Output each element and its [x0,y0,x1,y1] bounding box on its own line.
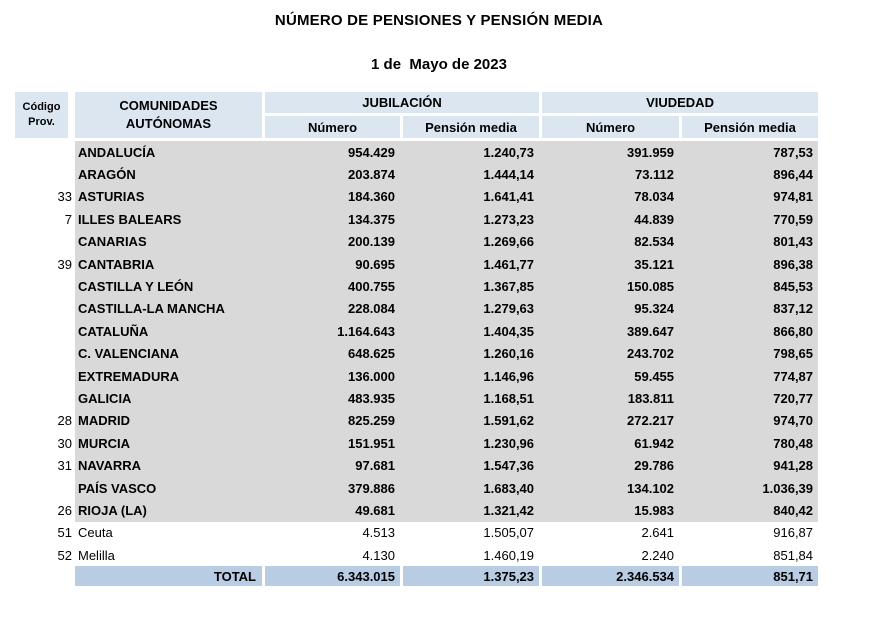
region-name: RIOJA (LA) [75,499,262,521]
region-name: ILLES BALEARS [75,208,262,230]
jubilacion-pension-media-value: 1.260,16 [400,343,539,365]
viudedad-pension-media-value: 787,53 [679,141,818,163]
province-code: 26 [15,499,75,521]
jubilacion-pension-media-value: 1.273,23 [400,208,539,230]
viudedad-numero-value: 61.942 [539,432,679,454]
region-name: PAÍS VASCO [75,477,262,499]
province-code [15,231,75,253]
jubilacion-pension-media-value: 1.404,35 [400,320,539,342]
jubilacion-pension-media-value: 1.168,51 [400,387,539,409]
viudedad-pension-media-value: 837,12 [679,298,818,320]
table-row [15,477,818,499]
region-name: ARAGÓN [75,163,262,185]
viudedad-numero-value: 44.839 [539,208,679,230]
region-name: Ceuta [75,522,262,544]
jubilacion-pension-media-value: 1.279,63 [400,298,539,320]
province-code: 52 [15,544,75,566]
region-name: CANARIAS [75,231,262,253]
table-row [15,231,818,253]
region-name: MADRID [75,410,262,432]
region-name: ANDALUCÍA [75,141,262,163]
jubilacion-numero-value: 4.130 [262,544,400,566]
region-name: GALICIA [75,387,262,409]
region-name: CATALUÑA [75,320,262,342]
jubilacion-pension-media-value: 1.230,96 [400,432,539,454]
province-code: 33 [15,186,75,208]
viudedad-pension-media-value: 720,77 [679,387,818,409]
jubilacion-pension-media-value: 1.461,77 [400,253,539,275]
region-name: MURCIA [75,432,262,454]
total-jubilacion-pension-media: 1.375,23 [400,566,539,586]
viudedad-numero-value: 183.811 [539,387,679,409]
jubilacion-pension-media-value: 1.460,19 [400,544,539,566]
province-code [15,275,75,297]
report-date: 1 de Mayo de 2023 [371,56,507,73]
jubilacion-numero-value: 1.164.643 [262,320,400,342]
viudedad-pension-media-value: 916,87 [679,522,818,544]
viudedad-numero-value: 2.641 [539,522,679,544]
header-row-groups [15,92,818,116]
province-code: 39 [15,253,75,275]
viudedad-numero-value: 272.217 [539,410,679,432]
header-viudedad-pension-media: Pensión media [679,116,818,141]
viudedad-pension-media-value: 780,48 [679,432,818,454]
province-code [15,343,75,365]
table-row [15,365,818,387]
province-code [15,163,75,185]
viudedad-pension-media-value: 840,42 [679,499,818,521]
viudedad-pension-media-value: 941,28 [679,454,818,476]
jubilacion-pension-media-value: 1.146,96 [400,365,539,387]
jubilacion-pension-media-value: 1.240,73 [400,141,539,163]
table-body [15,141,818,566]
table-row [15,343,818,365]
jubilacion-numero-value: 648.625 [262,343,400,365]
table-row [15,432,818,454]
viudedad-pension-media-value: 774,87 [679,365,818,387]
province-code: 28 [15,410,75,432]
header-jubilacion-pension-media: Pensión media [400,116,539,141]
viudedad-pension-media-value: 896,44 [679,163,818,185]
header-gap-spacer [68,92,75,141]
region-name: EXTREMADURA [75,365,262,387]
province-code: 31 [15,454,75,476]
header-viudedad-numero: Número [539,116,679,141]
jubilacion-numero-value: 200.139 [262,231,400,253]
table-row [15,454,818,476]
province-code [15,477,75,499]
jubilacion-pension-media-value: 1.321,42 [400,499,539,521]
jubilacion-numero-value: 954.429 [262,141,400,163]
jubilacion-numero-value: 90.695 [262,253,400,275]
jubilacion-numero-value: 49.681 [262,499,400,521]
region-name: Melilla [75,544,262,566]
table-row [15,387,818,409]
total-code-empty [15,566,75,586]
jubilacion-numero-value: 134.375 [262,208,400,230]
table-row [15,499,818,521]
total-viudedad-pension-media: 851,71 [679,566,818,586]
viudedad-numero-value: 391.959 [539,141,679,163]
viudedad-numero-value: 389.647 [539,320,679,342]
jubilacion-numero-value: 825.259 [262,410,400,432]
table-footer [15,566,818,586]
table-row [15,522,818,544]
region-name: NAVARRA [75,454,262,476]
total-viudedad-numero: 2.346.534 [539,566,679,586]
province-code: 51 [15,522,75,544]
viudedad-pension-media-value: 974,70 [679,410,818,432]
jubilacion-pension-media-value: 1.505,07 [400,522,539,544]
jubilacion-numero-value: 4.513 [262,522,400,544]
table-row [15,275,818,297]
jubilacion-numero-value: 151.951 [262,432,400,454]
province-code [15,320,75,342]
jubilacion-numero-value: 136.000 [262,365,400,387]
viudedad-numero-value: 35.121 [539,253,679,275]
region-name: CASTILLA Y LEÓN [75,275,262,297]
table-row [15,186,818,208]
viudedad-numero-value: 243.702 [539,343,679,365]
viudedad-numero-value: 82.534 [539,231,679,253]
province-code: 7 [15,208,75,230]
total-row [15,566,818,586]
jubilacion-numero-value: 203.874 [262,163,400,185]
viudedad-pension-media-value: 798,65 [679,343,818,365]
table-row [15,410,818,432]
jubilacion-numero-value: 400.755 [262,275,400,297]
viudedad-numero-value: 95.324 [539,298,679,320]
province-code [15,298,75,320]
total-label: TOTAL [75,566,262,586]
jubilacion-pension-media-value: 1.444,14 [400,163,539,185]
region-name: C. VALENCIANA [75,343,262,365]
table-row [15,544,818,566]
viudedad-pension-media-value: 770,59 [679,208,818,230]
table-row [15,253,818,275]
report-title: NÚMERO DE PENSIONES Y PENSIÓN MEDIA [274,12,604,29]
viudedad-numero-value: 73.112 [539,163,679,185]
region-name: CANTABRIA [75,253,262,275]
province-code [15,387,75,409]
viudedad-pension-media-value: 801,43 [679,231,818,253]
region-name: CASTILLA-LA MANCHA [75,298,262,320]
viudedad-numero-value: 15.983 [539,499,679,521]
total-jubilacion-numero: 6.343.015 [262,566,400,586]
region-name: ASTURIAS [75,186,262,208]
viudedad-numero-value: 150.085 [539,275,679,297]
header-jubilacion-numero: Número [262,116,400,141]
jubilacion-pension-media-value: 1.591,62 [400,410,539,432]
jubilacion-pension-media-value: 1.367,85 [400,275,539,297]
table-row [15,141,818,163]
viudedad-pension-media-value: 845,53 [679,275,818,297]
table-row [15,208,818,230]
jubilacion-numero-value: 97.681 [262,454,400,476]
province-code [15,141,75,163]
header-codigo-prov: Código Prov. [15,92,68,141]
viudedad-pension-media-value: 851,84 [679,544,818,566]
jubilacion-numero-value: 184.360 [262,186,400,208]
jubilacion-pension-media-value: 1.547,36 [400,454,539,476]
jubilacion-numero-value: 228.084 [262,298,400,320]
jubilacion-numero-value: 379.886 [262,477,400,499]
jubilacion-numero-value: 483.935 [262,387,400,409]
viudedad-pension-media-value: 896,38 [679,253,818,275]
pension-table [15,92,818,586]
table-row [15,320,818,342]
viudedad-numero-value: 78.034 [539,186,679,208]
viudedad-pension-media-value: 974,81 [679,186,818,208]
header-jubilacion-group: JUBILACIÓN [262,92,539,116]
province-code: 30 [15,432,75,454]
jubilacion-pension-media-value: 1.641,41 [400,186,539,208]
table-row [15,298,818,320]
table-row [15,163,818,185]
province-code [15,365,75,387]
jubilacion-pension-media-value: 1.683,40 [400,477,539,499]
viudedad-pension-media-value: 1.036,39 [679,477,818,499]
header-comunidades-autonomas: COMUNIDADES AUTÓNOMAS [75,92,262,141]
viudedad-numero-value: 2.240 [539,544,679,566]
viudedad-numero-value: 134.102 [539,477,679,499]
viudedad-numero-value: 29.786 [539,454,679,476]
jubilacion-pension-media-value: 1.269,66 [400,231,539,253]
table-header [15,92,818,141]
header-viudedad-group: VIUDEDAD [539,92,818,116]
viudedad-pension-media-value: 866,80 [679,320,818,342]
viudedad-numero-value: 59.455 [539,365,679,387]
